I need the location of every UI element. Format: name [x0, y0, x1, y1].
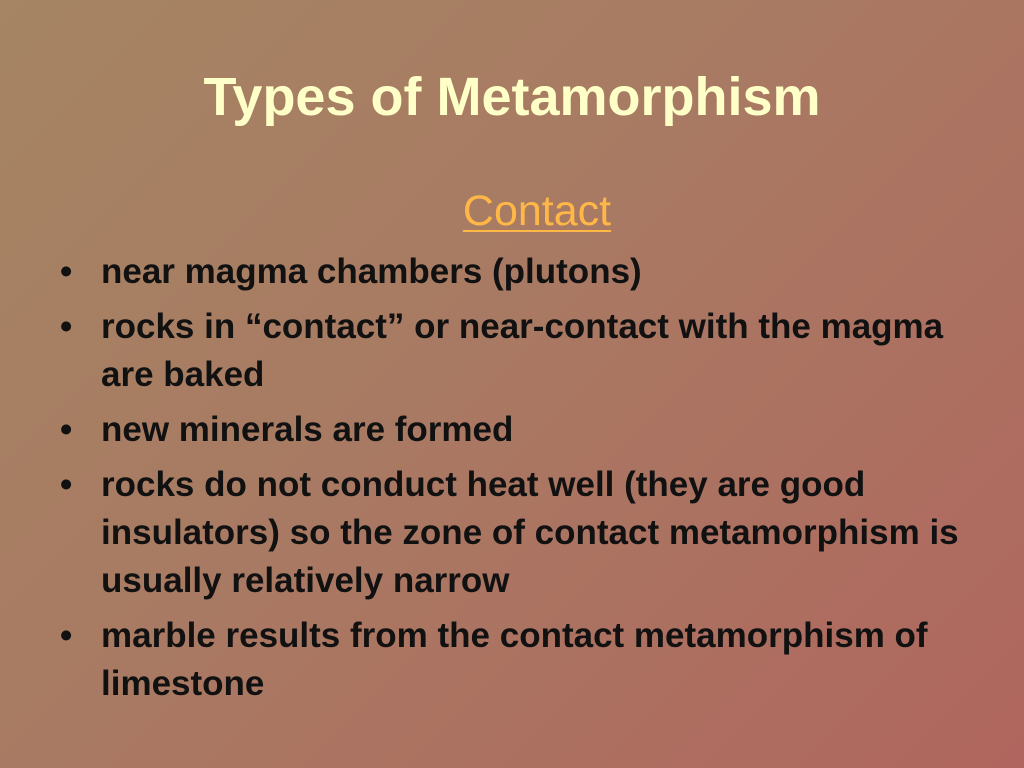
bullet-text: rocks in “contact” or near-contact with the magma are baked [101, 307, 944, 394]
bullet-icon: • [60, 465, 73, 504]
slide-subheading: Contact [462, 187, 612, 235]
bullet-icon: • [60, 616, 73, 655]
bullet-text: marble results from the contact metamorphism of limestone [101, 616, 928, 703]
bullet-item [56, 612, 996, 708]
bullet-item [56, 248, 996, 296]
bullet-text: new minerals are formed [101, 410, 514, 449]
slide-title: Types of Metamorphism [203, 67, 821, 127]
bullet-item [56, 406, 996, 454]
bullet-icon: • [60, 307, 73, 346]
bullet-item [56, 461, 996, 605]
bullet-item [56, 303, 996, 399]
bullet-icon: • [60, 252, 73, 291]
bullet-list [56, 248, 996, 715]
bullet-text: rocks do not conduct heat well (they are good insulators) so the zone of contact metamorphism is usually relatively narrow [101, 465, 959, 600]
bullet-text: near magma chambers (plutons) [101, 252, 642, 291]
bullet-icon: • [60, 410, 73, 449]
